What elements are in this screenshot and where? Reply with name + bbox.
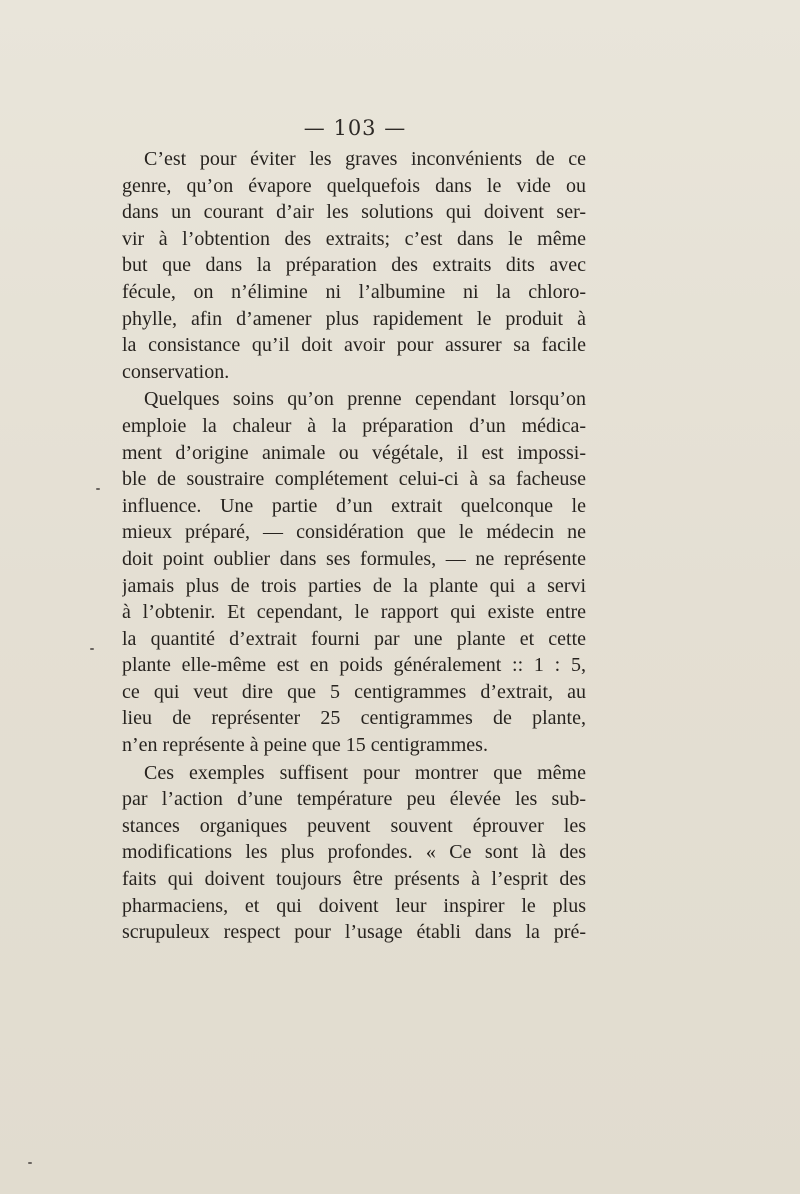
text-line: par l’action d’une température peu élevée les sub- xyxy=(122,788,586,811)
text-line: dans un courant d’air les solutions qui doivent ser- xyxy=(122,201,586,224)
text-line: scrupuleux respect pour l’usage établi dans la pré- xyxy=(122,921,586,944)
text-line: but que dans la préparation des extraits dits avec xyxy=(122,254,586,277)
paper-speck xyxy=(28,1162,32,1164)
text-line: doit point oublier dans ses formules, — ne représente xyxy=(122,547,586,570)
text-line: ce qui veut dire que 5 centigrammes d’extrait, au xyxy=(122,680,586,703)
text-line: jamais plus de trois parties de la plante qui a servi xyxy=(122,574,586,597)
text-line: conservation. xyxy=(122,360,230,383)
text-line: influence. Une partie d’un extrait quelconque le xyxy=(122,494,586,517)
text-line: fécule, on n’élimine ni l’albumine ni la chloro- xyxy=(122,280,586,303)
text-line: la consistance qu’il doit avoir pour assurer sa facile xyxy=(122,334,586,357)
paragraph-2 xyxy=(122,386,586,758)
text-line: à l’obtenir. Et cependant, le rapport qui existe entre xyxy=(122,601,586,624)
text-line: emploie la chaleur à la préparation d’un médica- xyxy=(122,414,586,437)
body-text xyxy=(122,146,586,946)
text-line: modifications les plus profondes. « Ce sont là des xyxy=(122,841,586,864)
paper-speck xyxy=(96,488,100,490)
text-line: n’en représente à peine que 15 centigrammes. xyxy=(122,734,488,757)
text-line: lieu de représenter 25 centigrammes de plante, xyxy=(122,707,586,730)
paragraph-3 xyxy=(122,760,586,946)
paragraph-1 xyxy=(122,146,586,385)
text-line: pharmaciens, et qui doivent leur inspirer le plus xyxy=(122,894,586,917)
text-line: C’est pour éviter les graves inconvénients de ce xyxy=(144,148,586,170)
page-number: — 103 — xyxy=(303,116,407,140)
text-line: phylle, afin d’amener plus rapidement le produit à xyxy=(122,307,586,330)
text-line: ment d’origine animale ou végétale, il est impossi- xyxy=(122,441,586,464)
text-line: faits qui doivent toujours être présents à l’esprit des xyxy=(122,868,586,891)
text-line: Ces exemples suffisent pour montrer que même xyxy=(144,761,586,784)
text-line: la quantité d’extrait fourni par une plante et cette xyxy=(122,627,586,650)
text-line: vir à l’obtention des extraits; c’est dans le même xyxy=(122,227,586,250)
text-line: stances organiques peuvent souvent éprouver les xyxy=(122,814,586,837)
paper-speck xyxy=(90,648,94,650)
text-line: Quelques soins qu’on prenne cependant lorsqu’on xyxy=(144,388,586,411)
text-line: plante elle-même est en poids généralement :: 1 : 5, xyxy=(122,654,586,677)
text-line: genre, qu’on évapore quelquefois dans le vide ou xyxy=(122,174,586,197)
text-line: mieux préparé, — considération que le médecin ne xyxy=(122,521,586,544)
text-line: ble de soustraire complétement celui-ci à sa facheuse xyxy=(122,468,586,491)
